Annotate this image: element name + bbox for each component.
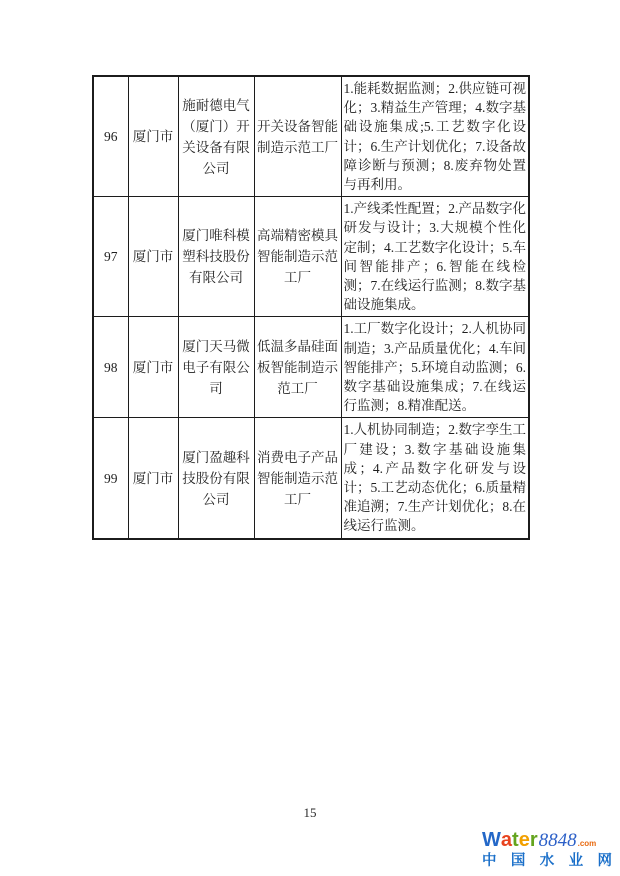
logo-letter: r [529, 828, 538, 851]
logo-letter: W [482, 828, 501, 851]
factory-type-cell: 低温多晶硅面板智能制造示范工厂 [254, 317, 341, 418]
logo-subtitle-char: 国 [510, 852, 526, 869]
features-cell: 1.人机协同制造；2.数字孪生工厂建设；3.数字基础设施集成；4.产品数字化研发与设计；5.工艺动态优化；6.质量精准追溯；7.生产计划优化；8.在线运行监测。 [341, 418, 529, 539]
logo-subtitle-char: 中 [482, 852, 497, 869]
features-cell: 1.产线柔性配置；2.产品数字化研发与设计；3.大规模个性化定制；4.工艺数字化设计；5.车间智能排产；6.智能在线检测；7.在线运行监测；8.数字基础设施集成。 [341, 197, 529, 317]
city-cell: 厦门市 [128, 317, 178, 418]
logo-subtitle [482, 854, 612, 869]
row-number-cell: 96 [93, 76, 128, 197]
logo-tld: .com [577, 838, 597, 848]
company-cell: 厦门盈趣科技股份有限公司 [178, 418, 254, 539]
logo-wordmark [482, 830, 612, 850]
city-cell: 厦门市 [128, 197, 178, 317]
factory-type-cell: 高端精密模具智能制造示范工厂 [254, 197, 341, 317]
page-number: 15 [303, 805, 317, 820]
logo-letter: a [500, 828, 513, 851]
row-number-cell: 98 [93, 317, 128, 418]
row-number-cell: 99 [93, 418, 128, 539]
logo-number-8848: 8848 [538, 829, 577, 851]
logo-subtitle-char: 水 [539, 852, 555, 869]
table-row [93, 76, 529, 197]
city-cell: 厦门市 [128, 418, 178, 539]
logo-subtitle-char: 网 [597, 852, 612, 869]
row-number-cell: 97 [93, 197, 128, 317]
demonstration-factory-table [92, 75, 530, 540]
table-row [93, 418, 529, 539]
city-cell: 厦门市 [128, 76, 178, 197]
water8848-logo [482, 830, 612, 869]
company-cell: 厦门唯科模塑科技股份有限公司 [178, 197, 254, 317]
factory-type-cell: 开关设备智能制造示范工厂 [254, 76, 341, 197]
company-cell: 厦门天马微电子有限公司 [178, 317, 254, 418]
factory-type-cell: 消费电子产品智能制造示范工厂 [254, 418, 341, 539]
features-cell: 1.能耗数据监测；2.供应链可视化；3.精益生产管理；4.数字基础设施集成;5.工艺数字化设计；6.生产计划优化；7.设备故障诊断与预测；8.废弃物处置与再利用。 [341, 76, 529, 197]
table-row [93, 317, 529, 418]
company-cell: 施耐德电气（厦门）开关设备有限公司 [178, 76, 254, 197]
logo-word-water [482, 830, 538, 850]
logo-subtitle-char: 业 [568, 852, 584, 869]
logo-letter: t [512, 828, 519, 851]
logo-letter: e [518, 828, 530, 851]
features-cell: 1.工厂数字化设计；2.人机协同制造；3.产品质量优化；4.车间智能排产；5.环境自动监测；6.数字基础设施集成；7.在线运行监测；8.精准配送。 [341, 317, 529, 418]
table-row [93, 197, 529, 317]
